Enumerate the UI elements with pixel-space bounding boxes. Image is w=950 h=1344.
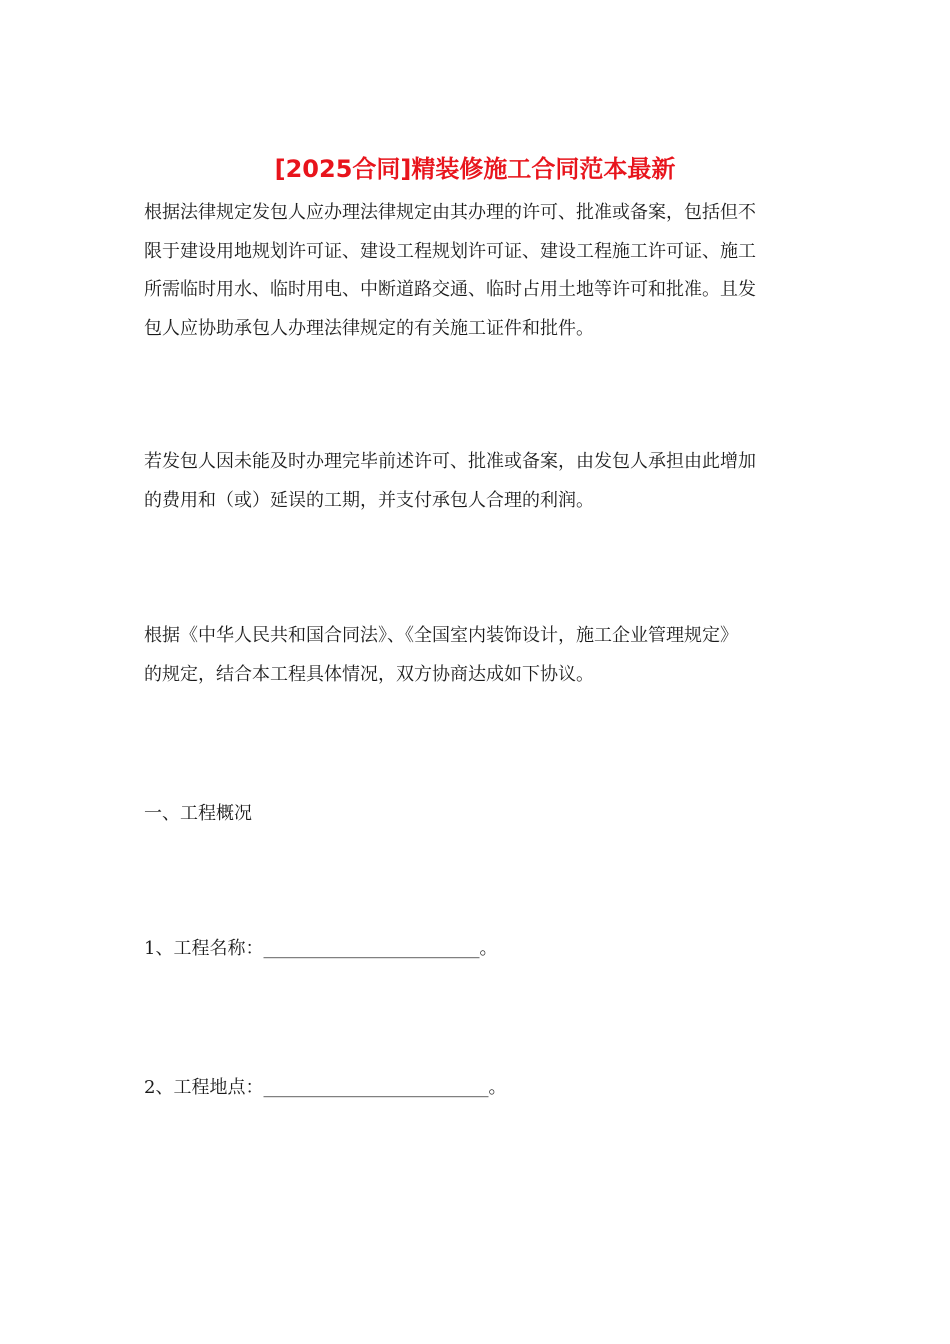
paragraph-liability: 若发包人因未能及时办理完毕前述许可、批准或备案，由发包人承担由此增加 的费用和（或）延误的工期，并支付承包人合理的利润。 (144, 451, 756, 511)
document-title: [2025合同]精装修施工合同范本最新 (274, 155, 676, 183)
paragraph-permits: 根据法律规定发包人应办理法律规定由其办理的许可、批准或备案，包括但不 限于建设用地规划许可证、建设工程规划许可证、建设工程施工许可证、施工 所需临时用水、临时用电、中断道路交通、临时占用土地等许可和批准。且发 包人应协助承包人办理法律规定的有关施工证件和批件。 (144, 202, 756, 339)
section-heading-project-overview: 一、工程概况 (144, 803, 252, 824)
paragraph-legal-basis: 根据《中华人民共和国合同法》、《全国室内装饰设计，施工企业管理规定》 的规定，结合本工程具体情况，双方协商达成如下协议。 (144, 625, 738, 685)
field-project-name: 1、工程名称：________________________。 (144, 938, 498, 959)
field-project-location: 2、工程地点：_________________________。 (144, 1077, 507, 1098)
